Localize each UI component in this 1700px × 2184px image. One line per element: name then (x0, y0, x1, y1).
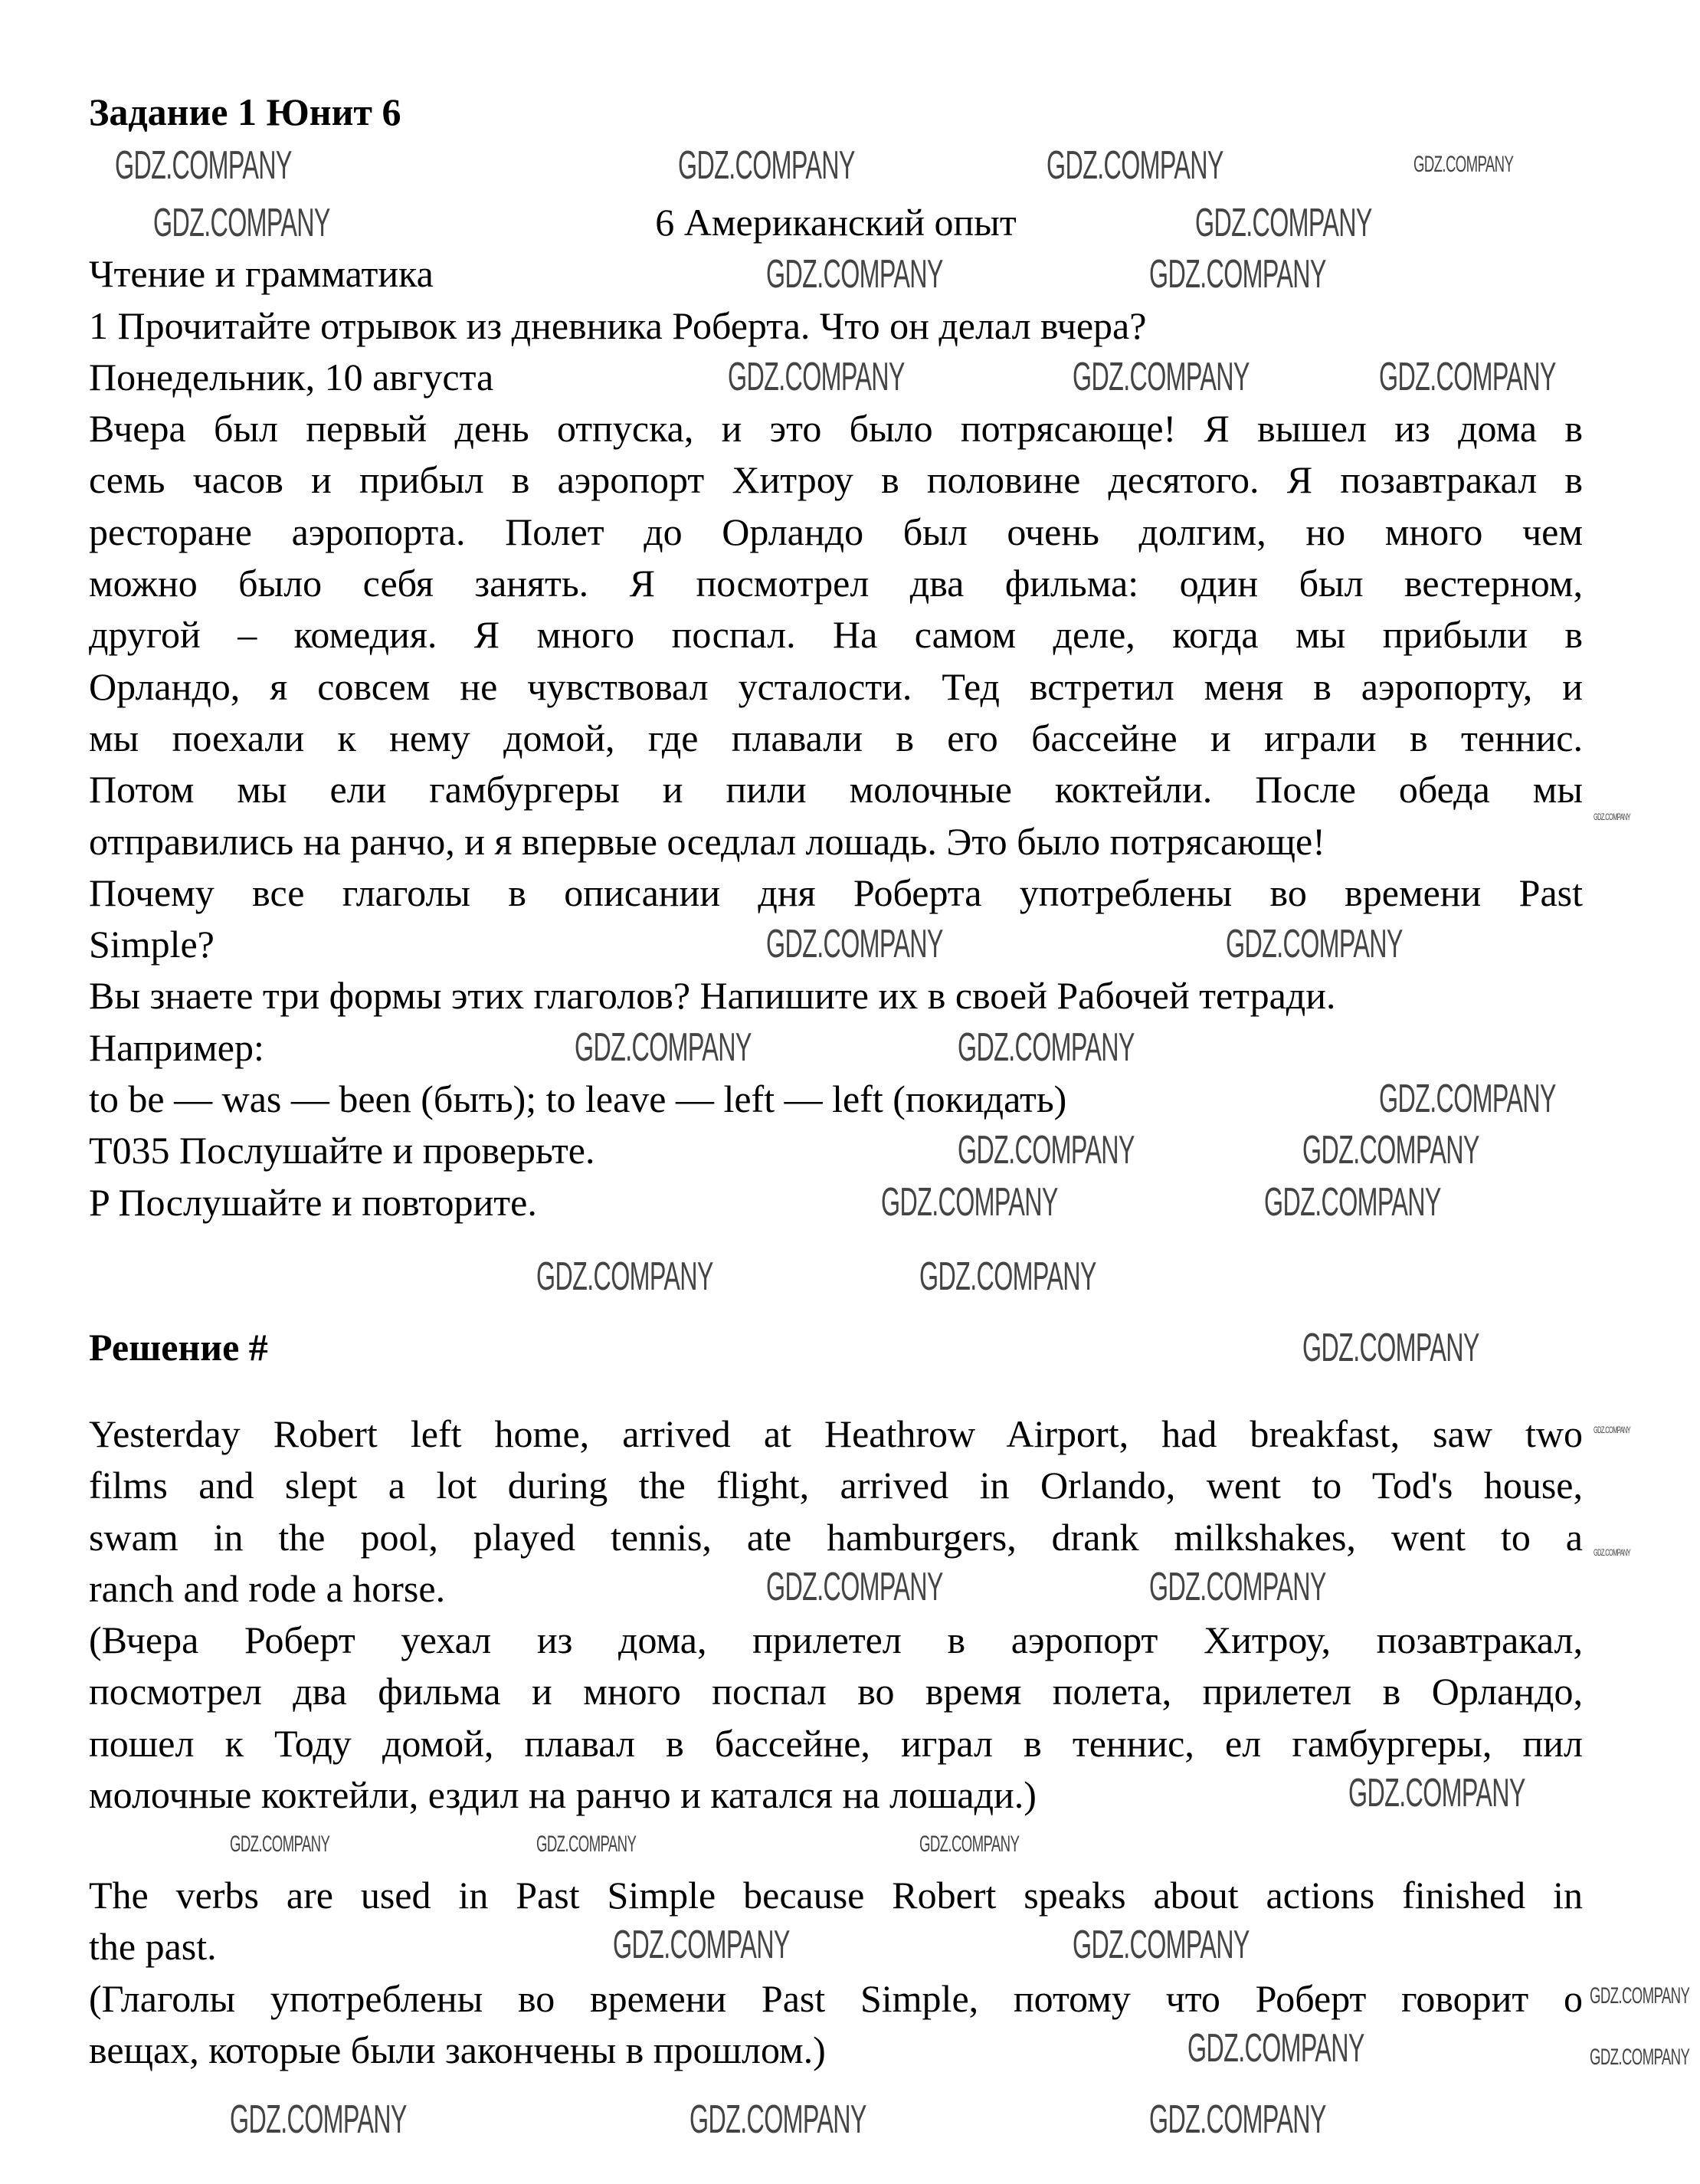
watermark: GDZ.COMPANY (1195, 201, 1372, 245)
answer-en-line: Yesterday Robert left home, arrived at Heathrow Airport, had breakfast, saw two (89, 1412, 1583, 1455)
answer-ru-line: (Вчера Роберт уехал из дома, прилетел в аэропорт Хитроу, позавтракал, (89, 1618, 1583, 1662)
watermark: GDZ.COMPANY (536, 1254, 713, 1299)
watermark: GDZ.COMPANY (613, 1923, 790, 1967)
watermark: GDZ.COMPANY (1047, 143, 1223, 188)
forms-task: Вы знаете три формы этих глаголов? Напишите их в своей Рабочей тетради. (89, 974, 1336, 1018)
watermark: GDZ.COMPANY (689, 2097, 866, 2142)
question-line: Почему все глаголы в описании дня Роберта употреблены во времени Past (89, 871, 1583, 914)
question-line: Simple? (89, 923, 215, 966)
watermark: GDZ.COMPANY (958, 1128, 1135, 1172)
example: to be — was — been (быть); to leave — left — left (покидать) (89, 1077, 1067, 1121)
answer2-en-line: The verbs are used in Past Simple because Robert speaks about actions finished in (89, 1874, 1583, 1917)
watermark: GDZ.COMPANY (230, 1831, 330, 1857)
task-title: Задание 1 Юнит 6 (89, 90, 401, 133)
diary-line: Потом мы ели гамбургеры и пили молочные коктейли. После обеда мы (89, 768, 1583, 812)
diary-line: другой – комедия. Я много поспал. На самом деле, когда мы прибыли в (89, 613, 1583, 657)
diary-line: можно было себя занять. Я посмотрел два фильма: один был вестерном, (89, 562, 1583, 605)
watermark: GDZ.COMPANY (1073, 1923, 1250, 1967)
watermark: GDZ.COMPANY (1149, 1565, 1326, 1609)
diary-line: Вчера был первый день отпуска, и это было потрясающе! Я вышел из дома в (89, 407, 1583, 451)
watermark: GDZ.COMPANY (881, 1180, 1058, 1225)
watermark: GDZ.COMPANY (1379, 1077, 1556, 1121)
watermark: GDZ.COMPANY (919, 1831, 1020, 1857)
watermark: GDZ.COMPANY (1302, 1326, 1479, 1370)
watermark: GDZ.COMPANY (1594, 812, 1631, 822)
watermark: GDZ.COMPANY (1379, 355, 1556, 399)
watermark: GDZ.COMPANY (1073, 355, 1250, 399)
watermark: GDZ.COMPANY (1226, 922, 1403, 966)
watermark: GDZ.COMPANY (1302, 1128, 1479, 1172)
watermark: GDZ.COMPANY (1594, 1547, 1631, 1558)
watermark: GDZ.COMPANY (1149, 2097, 1326, 2142)
watermark: GDZ.COMPANY (766, 1565, 943, 1609)
diary-line: ресторане аэропорта. Полет до Орландо был очень долгим, но много чем (89, 510, 1583, 553)
answer2-en-line: the past. (89, 1925, 217, 1969)
watermark: GDZ.COMPANY (678, 143, 855, 188)
watermark: GDZ.COMPANY (1264, 1180, 1441, 1225)
solution-title: Решение # (89, 1326, 268, 1369)
diary-line: отправились на ранчо, и я впервые оседлал лошадь. Это было потрясающе! (89, 819, 1325, 863)
diary-line: Орландо, я совсем не чувствовал усталости. Тед встретил меня в аэропорту, и (89, 664, 1583, 708)
unit-title: 6 Американский опыт (655, 201, 1017, 244)
watermark: GDZ.COMPANY (766, 252, 943, 297)
watermark: GDZ.COMPANY (766, 922, 943, 966)
watermark: GDZ.COMPANY (575, 1025, 752, 1070)
watermark: GDZ.COMPANY (958, 1025, 1135, 1070)
answer-en-line: films and slept a lot during the flight, arrived in Orlando, went to Tod's house, (89, 1464, 1583, 1507)
watermark: GDZ.COMPANY (1594, 1425, 1631, 1435)
answer-ru-line: посмотрел два фильма и много поспал во время полета, прилетел в Орландо, (89, 1670, 1583, 1713)
answer2-ru-line: (Глаголы употреблены во времени Past Simple, потому что Роберт говорит о (89, 1976, 1583, 2020)
watermark: GDZ.COMPANY (1149, 252, 1326, 297)
watermark: GDZ.COMPANY (230, 2097, 407, 2142)
watermark: GDZ.COMPANY (153, 201, 330, 245)
answer-ru-line: молочные коктейли, ездил на ранчо и катался на лошади.) (89, 1773, 1037, 1817)
watermark: GDZ.COMPANY (115, 143, 292, 188)
watermark: GDZ.COMPANY (1590, 1983, 1690, 2009)
listen-check: T035 Послушайте и проверьте. (89, 1129, 595, 1172)
watermark: GDZ.COMPANY (919, 1254, 1096, 1299)
answer-en-line: ranch and rode a horse. (89, 1566, 446, 1610)
watermark: GDZ.COMPANY (1590, 2045, 1690, 2070)
exercise-instruction: 1 Прочитайте отрывок из дневника Роберта. Что он делал вчера? (89, 303, 1147, 347)
exercise-text (89, 197, 1583, 1228)
watermark: GDZ.COMPANY (536, 1831, 637, 1857)
diary-line: семь часов и прибыл в аэропорт Хитроу в половине десятого. Я позавтракал в (89, 458, 1583, 502)
answer2-ru-line: вещах, которые были закончены в прошлом.) (89, 2028, 826, 2071)
diary-date: Понедельник, 10 августа (89, 355, 494, 398)
section-heading: Чтение и грамматика (89, 252, 434, 296)
solution-text (89, 1408, 1583, 1821)
listen-repeat: P Послушайте и повторите. (89, 1180, 537, 1224)
watermark: GDZ.COMPANY (1187, 2026, 1364, 2071)
diary-line: мы поехали к нему домой, где плавали в его бассейне и играли в теннис. (89, 716, 1583, 759)
answer-ru-line: пошел к Тоду домой, плавал в бассейне, играл в теннис, ел гамбургеры, пил (89, 1721, 1583, 1765)
watermark: GDZ.COMPANY (1348, 1771, 1525, 1815)
example-label: Например: (89, 1025, 264, 1069)
watermark: GDZ.COMPANY (1413, 152, 1514, 177)
watermark: GDZ.COMPANY (728, 355, 905, 399)
answer-en-line: swam in the pool, played tennis, ate hamburgers, drank milkshakes, went to a (89, 1515, 1583, 1559)
